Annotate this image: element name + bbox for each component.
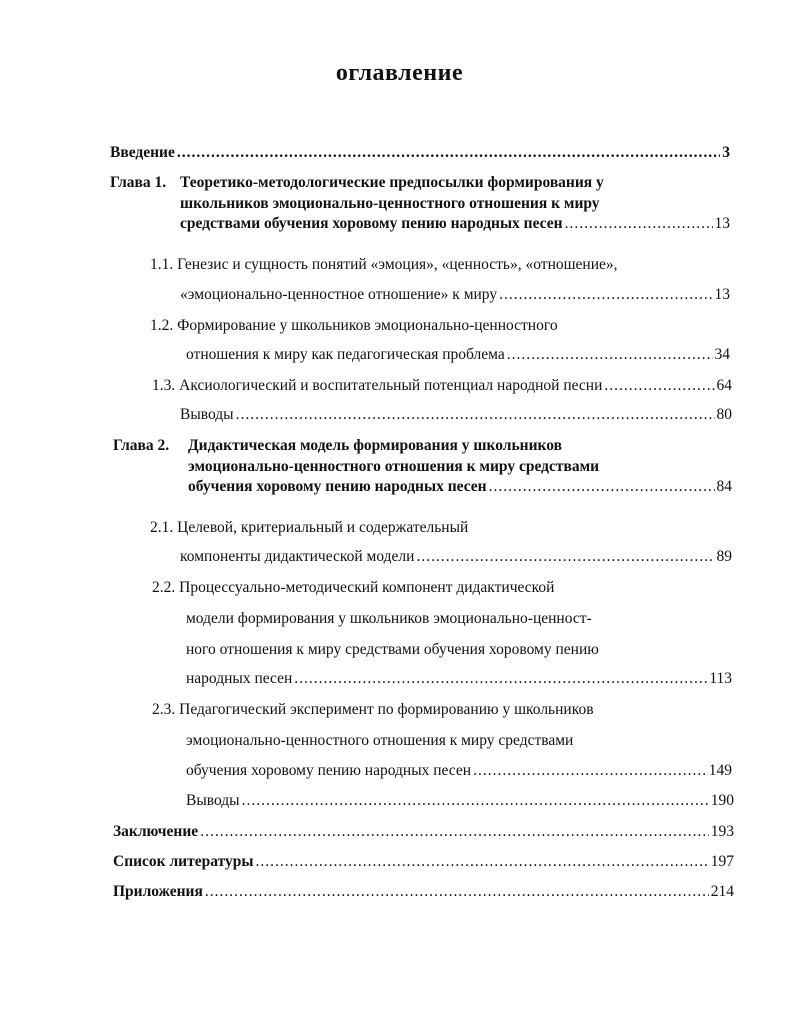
toc-page-number: 13 xyxy=(714,215,730,232)
chapter-2-title-line-2: эмоционально-ценностного отношения к миру средствами xyxy=(188,458,600,475)
section-2-3-line-3: обучения хоровому пению народных песен xyxy=(186,762,472,779)
toc-page-number: 197 xyxy=(710,853,734,870)
conclusions-2-label: Выводы xyxy=(186,792,240,809)
toc-page-number: 84 xyxy=(716,478,732,495)
section-2-2-line-1: 2.2. Процессуально-методический компонент дидактической xyxy=(152,579,555,596)
conclusions-1-label: Выводы xyxy=(180,406,234,423)
leader-dots xyxy=(507,345,713,365)
toc-page-number: 3 xyxy=(722,144,730,161)
toc-entry-label: Список литературы xyxy=(113,853,254,870)
toc-page-number: 64 xyxy=(716,377,732,394)
leader-dots xyxy=(236,405,715,425)
leader-dots xyxy=(416,547,714,567)
section-1-2-last-line xyxy=(186,345,730,365)
toc-entry-label: Введение xyxy=(110,144,175,161)
section-1-2-line-2: отношения к миру как педагогическая проблема xyxy=(186,346,505,363)
leader-dots xyxy=(205,882,709,902)
section-2-1-line-1: 2.1. Целевой, критериальный и содержательный xyxy=(150,519,469,536)
toc-page-number: 34 xyxy=(714,346,730,363)
chapter-2-last-line xyxy=(188,477,732,497)
conclusions-1 xyxy=(180,405,732,425)
chapter-1-title-line-3: средствами обучения хоровому пению народных песен xyxy=(180,215,563,232)
leader-dots xyxy=(177,143,720,163)
section-1-2-line-1: 1.2. Формирование у школьников эмоционально-ценностного xyxy=(150,317,558,334)
leader-dots xyxy=(499,285,712,305)
leader-dots xyxy=(489,477,715,497)
toc-page-number: 113 xyxy=(709,670,732,687)
leader-dots xyxy=(604,376,714,396)
section-2-1-line-2: компоненты дидактической модели xyxy=(180,548,415,565)
section-1-1-last-line xyxy=(180,285,730,305)
leader-dots xyxy=(294,669,707,689)
toc-page-number: 149 xyxy=(708,762,732,779)
toc-entry-conclusion xyxy=(113,822,734,842)
leader-dots xyxy=(473,761,707,781)
page-title: оглавление xyxy=(335,60,464,86)
section-2-1-last-line xyxy=(180,547,732,567)
section-1-3-line-1: 1.3. Аксиологический и воспитательный потенциал народной песни xyxy=(152,377,603,394)
toc-page-number: 214 xyxy=(710,883,734,900)
chapter-1-prefix: Глава 1. xyxy=(110,174,167,191)
toc-page-number: 80 xyxy=(716,406,732,423)
toc-page-number: 89 xyxy=(716,548,732,565)
conclusions-2 xyxy=(186,791,734,811)
section-1-1-line-2: «эмоционально-ценностное отношение» к миру xyxy=(180,286,498,303)
toc-entry-appendices xyxy=(113,882,734,902)
leader-dots xyxy=(255,852,708,872)
section-1-1-line-1: 1.1. Генезис и сущность понятий «эмоция», «ценность», «отношение», xyxy=(150,256,618,273)
toc-entry-intro xyxy=(110,143,730,163)
toc-page-number: 193 xyxy=(710,823,734,840)
section-2-2-last-line xyxy=(186,669,732,689)
toc-entry-label: Приложения xyxy=(113,883,203,900)
leader-dots xyxy=(242,791,709,811)
toc-entry-label: Заключение xyxy=(113,823,199,840)
chapter-1-last-line xyxy=(180,214,730,234)
section-2-2-line-2: модели формирования у школьников эмоционально-ценност- xyxy=(186,610,592,627)
leader-dots xyxy=(200,822,709,842)
toc-page-number: 13 xyxy=(714,286,730,303)
section-2-3-line-1: 2.3. Педагогический эксперимент по формированию у школьников xyxy=(152,701,594,718)
section-1-3 xyxy=(152,376,732,396)
chapter-1-title-line-2: школьников эмоционально-ценностного отношения к миру xyxy=(180,195,600,212)
section-2-3-last-line xyxy=(186,761,732,781)
chapter-2-title-line-1: Дидактическая модель формирования у школьников xyxy=(188,437,562,454)
section-2-3-line-2: эмоционально-ценностного отношения к миру средствами xyxy=(186,732,574,749)
toc-entry-bibliography xyxy=(113,852,734,872)
leader-dots xyxy=(565,214,713,234)
section-2-2-line-4: народных песен xyxy=(186,670,293,687)
chapter-2-title-line-3: обучения хоровому пению народных песен xyxy=(188,478,487,495)
chapter-2-prefix: Глава 2. xyxy=(113,437,170,454)
toc-page-number: 190 xyxy=(710,792,734,809)
chapter-1-title-line-1: Теоретико-методологические предпосылки формирования у xyxy=(180,174,604,191)
section-2-2-line-3: ного отношения к миру средствами обучения хоровому пению xyxy=(186,641,599,658)
